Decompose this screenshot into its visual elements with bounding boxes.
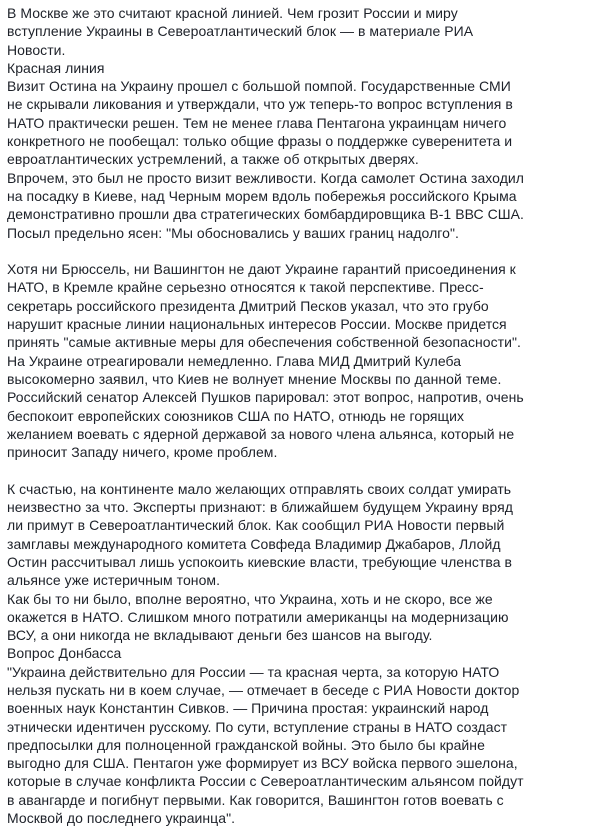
text-line: предпосылки для полноценной гражданской войны. Это было бы крайне: [7, 736, 485, 753]
text-line: вступление Украины в Североатлантический блок — в материале РИА: [7, 23, 474, 40]
text-line: не скрывали ликования и утверждали, что уж теперь-то вопрос вступления в: [7, 96, 513, 113]
article-text: [7, 4, 599, 827]
text-line: Новости.: [7, 41, 66, 58]
text-line: демонстративно прошли два стратегических бомбардировщика В-1 ВВС США.: [7, 206, 524, 223]
text-line: военных наук Константин Сивков. — Причина простая: украинский народ: [7, 700, 489, 717]
paragraph: [7, 590, 599, 645]
text-line: приносит Западу ничего, кроме проблем.: [7, 444, 278, 461]
section-heading: [7, 644, 599, 662]
text-line: Остин рассчитывал лишь успокоить киевские власти, требующие членства в: [7, 553, 513, 570]
text-line: На Украине отреагировали немедленно. Глава МИД Дмитрий Кулеба: [7, 352, 462, 369]
text-line: замглавы международного комитета Совфеда Владимир Джабаров, Ллойд: [7, 535, 501, 552]
text-line: евроатлантических устремлений, а также об открытых дверях.: [7, 151, 419, 168]
text-line: неизвестно за что. Эксперты признают: в ближайшем будущем Украину вряд: [7, 499, 513, 516]
paragraph: [7, 77, 599, 168]
text-line: принять "самые активные меры для обеспечения собственной безопасности".: [7, 334, 521, 351]
text-line: которые в случае конфликта России с Североатлантическим альянсом пойдут: [7, 773, 524, 790]
text-line: нельзя пускать ни в коем случае, — отмечает в беседе с РИА Новости доктор: [7, 681, 520, 698]
text-line: Визит Остина на Украину прошел с большой помпой. Государственные СМИ: [7, 78, 511, 95]
text-line: беспокоит европейских союзников США по НАТО, отнюдь не горящих: [7, 407, 465, 424]
text-line: альянсе уже истеричным тоном.: [7, 572, 221, 589]
text-line: Посыл предельно ясен: "Мы обосновались у ваших границ надолго".: [7, 224, 459, 241]
text-line: "Украина действительно для России — та красная черта, за которую НАТО: [7, 663, 500, 680]
text-line: желанием воевать с ядерной державой за нового члена альянса, который не: [7, 425, 515, 442]
text-line: Как бы то ни было, вполне вероятно, что Украина, хоть и не скоро, все же: [7, 590, 493, 607]
paragraph-spacer: [7, 461, 599, 479]
section-heading: [7, 59, 599, 77]
text-line: высокомерно заявил, что Киев не волнует мнение Москвы по данной теме.: [7, 370, 502, 387]
text-line: конкретного не пообещал: только общие фразы о поддержке суверенитета и: [7, 133, 513, 150]
text-line: Хотя ни Брюссель, ни Вашингтон не дают Украине гарантий присоединения к: [7, 261, 516, 278]
text-line: секретарь российского президента Дмитрий Песков указал, что это грубо: [7, 297, 489, 314]
text-line: В Москве же это считают красной линией. Чем грозит России и миру: [7, 5, 458, 21]
text-line: НАТО, в Кремле крайне серьезно относятся к такой перспективе. Пресс-: [7, 279, 484, 296]
text-line: Российский сенатор Алексей Пушков парировал: этот вопрос, напротив, очень: [7, 389, 524, 406]
text-line: в авангарде и погибнут первыми. Как говорится, Вашингтон готов воевать с: [7, 791, 504, 808]
text-line: на посадку в Киеве, над Черным морем вдоль побережья российского Крыма: [7, 187, 517, 204]
text-line: ВСУ, а они никогда не вкладывают деньги без шансов на выгоду.: [7, 627, 433, 644]
paragraph: [7, 480, 599, 590]
text-line: окажется в НАТО. Слишком много потратили американцы на модернизацию: [7, 608, 509, 625]
paragraph: [7, 4, 599, 59]
paragraph: [7, 169, 599, 242]
text-line: ли примут в Североатлантический блок. Как сообщил РИА Новости первый: [7, 517, 505, 534]
text-line: Красная линия: [7, 59, 105, 76]
text-line: выгодно для США. Пентагон уже формирует из ВСУ войска первого эшелона,: [7, 755, 518, 772]
text-line: Вопрос Донбасса: [7, 645, 122, 662]
paragraph: [7, 663, 599, 827]
text-line: нарушит красные линии национальных интересов России. Москве придется: [7, 316, 507, 333]
paragraph: [7, 260, 599, 461]
text-line: К счастью, на континенте мало желающих отправлять своих солдат умирать: [7, 480, 512, 497]
text-line: НАТО практически решен. Тем не менее глава Пентагона украинцам ничего: [7, 114, 507, 131]
text-line: Впрочем, это был не просто визит вежливости. Когда самолет Остина заходил: [7, 169, 525, 186]
paragraph-spacer: [7, 242, 599, 260]
text-line: Москвой до последнего украинца".: [7, 810, 236, 827]
text-line: этнически идентичен русскому. По сути, вступление страны в НАТО создаст: [7, 718, 508, 735]
